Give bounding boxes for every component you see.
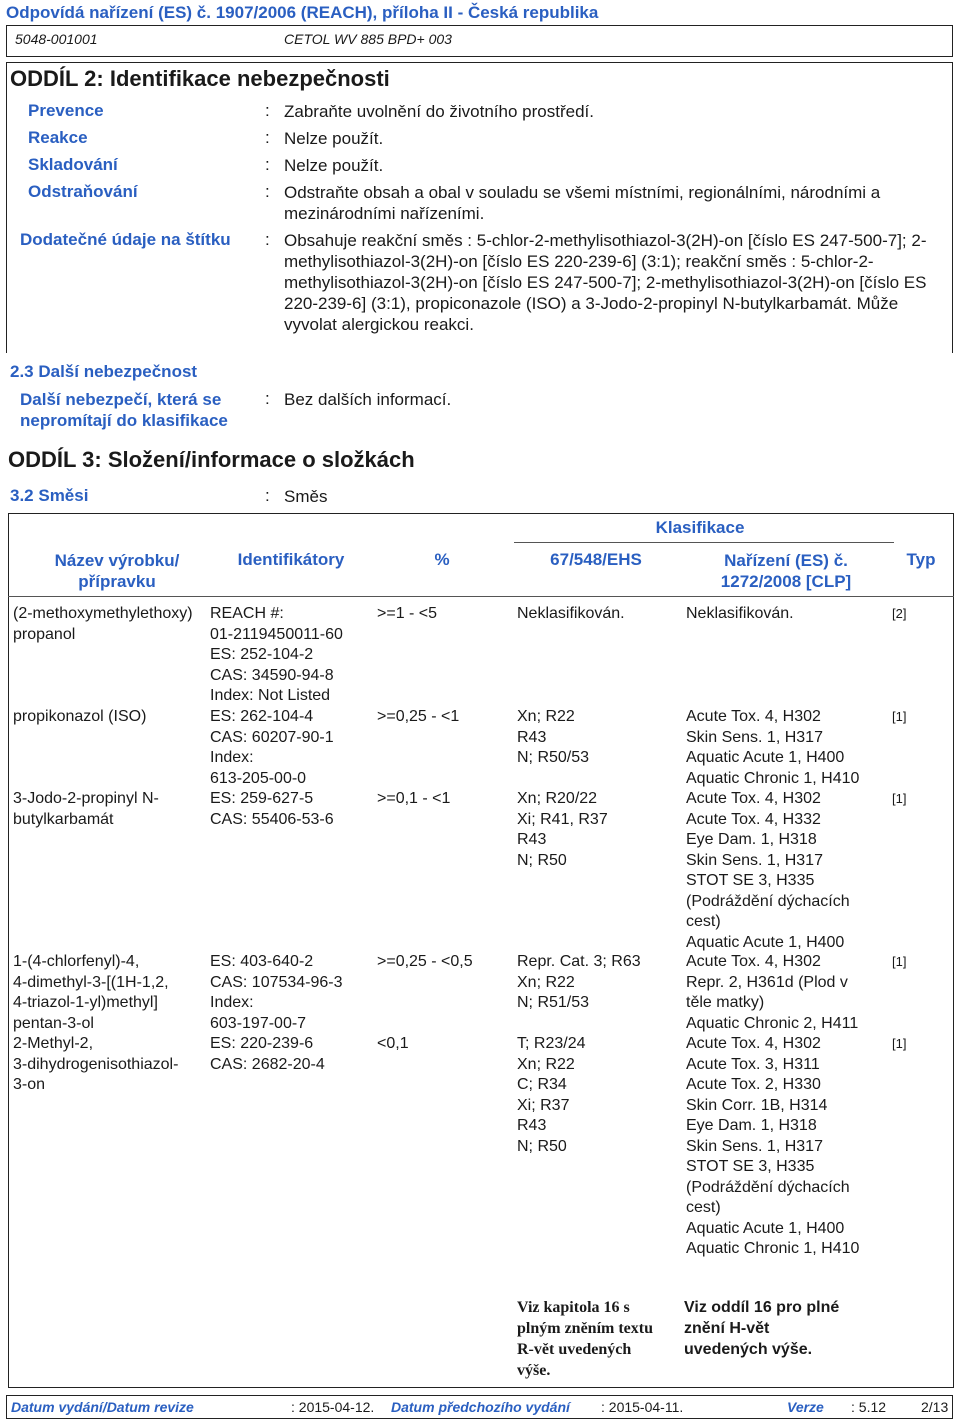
row2-pct: >=0,1 - <1: [377, 790, 451, 807]
row2-clp: Acute Tox. 4, H302 Acute Tox. 4, H332 Eye Dam. 1, H318 Skin Sens. 1, H317 STOT SE 3, H335 (Podráždění dýchacích cest) Aquatic Acute 1, H400: [686, 790, 850, 951]
value-dodatecne: Obsahuje reakční směs : 5-chlor-2-methylisothiazol-3(2H)-on [číslo ES 247-500-7]; 2-methylisothiazol-3(2H)-on [číslo ES 220-239-6] (3:1); reakční směs : 5-chlor-2-methylisothiazol-3(2H)-on [číslo ES 247-500-7]; 2-methylisothiazol-3(2H)-on [číslo ES 220-239-6] (3:1), propiconazole (ISO) a 3-Jodo-2-propinyl N-butylkarbamát. Může vyvolat alergickou reakci.: [284, 231, 927, 334]
row0-name: (2-methoxymethylethoxy) propanol: [13, 605, 193, 643]
row1-typ: [1]: [892, 709, 907, 724]
footer-version-value: : 5.12: [851, 1399, 887, 1415]
value-reakce: Nelze použít.: [284, 129, 384, 148]
footer-page: 2/13: [921, 1399, 949, 1415]
label-dalsi-nebezpeci: Další nebezpečí, která se nepromítají do klasifikace: [20, 390, 228, 430]
value-prevence: Zabraňte uvolnění do životního prostředí.: [284, 102, 594, 121]
header-eh: 67/548/EHS: [550, 550, 642, 569]
label-prevence: Prevence: [28, 101, 104, 120]
row3-clp: Acute Tox. 4, H302 Repr. 2, H361d (Plod v těle matky) Aquatic Chronic 2, H411: [686, 953, 859, 1032]
klasifikace-rule: [514, 542, 894, 543]
header-box: [6, 25, 953, 57]
row4-ident: ES: 220-239-6 CAS: 2682-20-4: [210, 1035, 325, 1073]
row1-name: propikonazol (ISO): [13, 708, 147, 725]
footer-prev-value: : 2015-04-11.: [601, 1399, 684, 1415]
label-dodatecne: Dodatečné údaje na štítku: [20, 230, 231, 249]
colon: :: [265, 155, 270, 174]
footer-version-label: Verze: [787, 1399, 824, 1415]
row3-ident: ES: 403-640-2 CAS: 107534-96-3 Index: 603-197-00-7: [210, 953, 343, 1032]
section3-heading: ODDÍL 3: Složení/informace o složkách: [8, 447, 415, 472]
label-smesi: 3.2 Směsi: [10, 486, 89, 505]
label-skladovani: Skladování: [28, 155, 118, 174]
row4-clp: Acute Tox. 4, H302 Acute Tox. 3, H311 Acute Tox. 2, H330 Skin Corr. 1B, H314 Eye Dam. 1, H318 Skin Sens. 1, H317 STOT SE 3, H335 (Podráždění dýchacích cest) Aquatic Acute 1, H400 Aquatic Chronic 1, H410: [686, 1035, 860, 1257]
header-rule: [8, 596, 954, 597]
row0-typ: [2]: [892, 606, 907, 621]
header-pct: %: [434, 550, 450, 569]
footer-prev-label: Datum předchozího vydání: [391, 1399, 570, 1415]
row4-typ: [1]: [892, 1036, 907, 1051]
row0-clp: Neklasifikován.: [686, 605, 794, 622]
product-name: CETOL WV 885 BPD+ 003: [284, 31, 452, 47]
row4-pct: <0,1: [377, 1035, 409, 1052]
header-typ: Typ: [906, 550, 936, 569]
row3-typ: [1]: [892, 954, 907, 969]
footer-issue-label: Datum vydání/Datum revize: [11, 1399, 194, 1415]
colon: :: [265, 486, 270, 505]
footer: [6, 1395, 953, 1419]
row1-eh: Xn; R22 R43 N; R50/53: [517, 708, 590, 766]
header-klasifikace: Klasifikace: [655, 518, 745, 537]
header-name: Název výrobku/ přípravku: [54, 551, 180, 591]
header-ident: Identifikátory: [237, 550, 345, 569]
note-r-phrases: Viz kapitola 16 s plným zněním textu R-vět uvedených výše.: [517, 1299, 653, 1379]
colon: :: [265, 389, 270, 408]
colon: :: [265, 128, 270, 147]
header-clp: Nařízení (ES) č. 1272/2008 [CLP]: [720, 551, 852, 591]
document-title: Odpovídá nařízení (ES) č. 1907/2006 (REACH), příloha II - Česká republika: [6, 3, 599, 22]
row0-ident: REACH #: 01-2119450011-60 ES: 252-104-2 CAS: 34590-94-8 Index: Not Listed: [210, 605, 343, 704]
row4-eh: T; R23/24 Xn; R22 C; R34 Xi; R37 R43 N; R50: [517, 1035, 586, 1155]
colon: :: [265, 101, 270, 120]
row1-ident: ES: 262-104-4 CAS: 60207-90-1 Index: 613-205-00-0: [210, 708, 334, 787]
colon: :: [265, 182, 270, 201]
row0-pct: >=1 - <5: [377, 605, 438, 622]
product-code: 5048-001001: [15, 31, 98, 47]
label-odstranovani: Odstraňování: [28, 182, 138, 201]
row3-pct: >=0,25 - <0,5: [377, 953, 473, 970]
row0-eh: Neklasifikován.: [517, 605, 625, 622]
footer-issue-value: : 2015-04-12.: [291, 1399, 375, 1415]
row2-name: 3-Jodo-2-propinyl N- butylkarbamát: [13, 790, 159, 828]
value-smesi: Směs: [284, 487, 328, 506]
value-skladovani: Nelze použít.: [284, 156, 384, 175]
row4-name: 2-Methyl-2, 3-dihydrogenisothiazol- 3-on: [13, 1035, 179, 1093]
subsection-2-3: 2.3 Další nebezpečnost: [10, 362, 198, 381]
row1-clp: Acute Tox. 4, H302 Skin Sens. 1, H317 Aquatic Acute 1, H400 Aquatic Chronic 1, H410: [686, 708, 860, 787]
row1-pct: >=0,25 - <1: [377, 708, 460, 725]
value-odstranovani: Odstraňte obsah a obal v souladu se všemi místními, regionálními, národními a mezinárodními nařízeními.: [284, 183, 881, 223]
section2-heading: ODDÍL 2: Identifikace nebezpečnosti: [10, 66, 390, 91]
label-reakce: Reakce: [28, 128, 88, 147]
value-dalsi-nebezpeci: Bez dalších informací.: [284, 390, 452, 409]
colon: :: [265, 230, 270, 249]
row3-name: 1-(4-chlorfenyl)-4, 4-dimethyl-3-[(1H-1,2, 4-triazol-1-yl)methyl] pentan-3-ol: [13, 953, 169, 1032]
row2-typ: [1]: [892, 791, 907, 806]
note-h-phrases: Viz oddíl 16 pro plné znění H-vět uvedených výše.: [684, 1299, 840, 1358]
row2-ident: ES: 259-627-5 CAS: 55406-53-6: [210, 790, 334, 828]
row3-eh: Repr. Cat. 3; R63 Xn; R22 N; R51/53: [517, 953, 641, 1011]
row2-eh: Xn; R20/22 Xi; R41, R37 R43 N; R50: [517, 790, 608, 869]
